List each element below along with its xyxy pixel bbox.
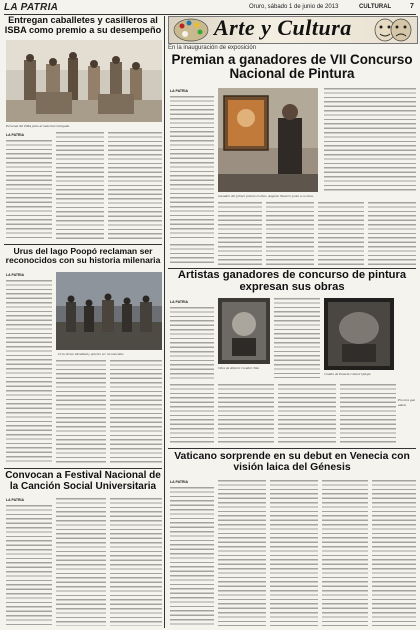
- right-story-3-body-col-2: [218, 480, 266, 626]
- right-divider-2: [168, 448, 416, 449]
- right-story-3-body-col-3: [270, 480, 318, 626]
- right-story-3-body-col-5: [372, 480, 416, 626]
- chavez-painting-photo: [324, 298, 394, 370]
- condori-painting-photo: [218, 298, 270, 364]
- winner-photo-caption: Ganador del primer premio en óleo, Augusto Navarro junto a su obra.: [218, 194, 314, 198]
- left-story-2-body-col-3: [110, 360, 162, 464]
- left-story-2-body-col-2: [56, 360, 106, 464]
- side-note: Pin tura gan adora: [398, 398, 416, 407]
- left-divider-2: [4, 468, 162, 469]
- right-story-1-body-col-2: [218, 202, 262, 266]
- dateline: Oruro, sábado 1 de junio de 2013: [249, 4, 339, 10]
- left-story-1-body-col-2: [56, 132, 104, 240]
- section-name: CULTURAL: [359, 4, 392, 10]
- winner-photo: [218, 88, 318, 192]
- masks-icon: [371, 17, 415, 43]
- right-story-1-body-col-3: [266, 202, 314, 266]
- right-story-1-body-col-1: [170, 96, 214, 240]
- winner-photo-image: [218, 88, 318, 192]
- left-story-3-tag: LA PATRIA: [6, 498, 25, 502]
- left-story-2: [4, 247, 162, 265]
- right-story-3-headline: Vaticano sorprende en su debut en Venecia con visión laica del Génesis: [174, 451, 410, 473]
- right-story-2-tag: LA PATRIA: [170, 300, 189, 304]
- left-story-3-body-col-1: [6, 505, 52, 626]
- right-story-2-body-row-col-4: [340, 384, 396, 444]
- chavez-painting-image: [324, 298, 394, 370]
- left-story-2-tag: LA PATRIA: [6, 273, 25, 277]
- left-story-1-tag: LA PATRIA: [6, 133, 25, 137]
- left-divider-1: [4, 244, 162, 245]
- right-story-1-body-col-right: [324, 88, 416, 192]
- right-story-2-body-col-2: [274, 298, 320, 378]
- left-story-1-headline: Entregan caballetes y casilleros al ISBA como premio a su desempeño: [4, 15, 162, 35]
- right-story-1-body-col-1b: [170, 244, 214, 266]
- page-number: 7: [410, 3, 414, 10]
- left-story-2-body-col-1: [6, 280, 52, 464]
- right-story-1-kicker: En la inauguración de exposición: [168, 45, 257, 51]
- right-story-3-body-col-1: [170, 487, 214, 626]
- right-story-1: [168, 53, 416, 81]
- right-story-2-body-row-col-3: [278, 384, 336, 444]
- center-divider: [164, 16, 165, 628]
- right-story-3-tag: LA PATRIA: [170, 480, 189, 484]
- right-story-2-body-row-col-1: [170, 384, 214, 444]
- left-story-1-body-col-3: [108, 132, 162, 240]
- left-story-1-body-col-1: [6, 140, 52, 240]
- urus-photo-caption: Urus tienen identidad y quieren ser reconocidos.: [58, 352, 125, 356]
- right-story-2: [168, 270, 416, 294]
- page-header: [4, 2, 416, 15]
- isba-photo: [6, 40, 162, 122]
- condori-painting-image: [218, 298, 270, 364]
- left-story-2-headline: Urus del lago Poopó reclaman ser reconocidos con su historia milenaria: [5, 246, 161, 266]
- isba-photo-caption: Personal del ISBA junto al material entregado.: [6, 124, 70, 128]
- urus-photo: [56, 272, 162, 350]
- left-story-3-body-col-3: [110, 498, 162, 626]
- left-story-3-body-col-2: [56, 498, 106, 626]
- arte-cultura-banner: [168, 16, 418, 44]
- right-story-3: [168, 452, 416, 474]
- chavez-painting-caption-text: Cuadro de Pamela Chávez Quispe: [324, 372, 371, 376]
- left-story-3-headline: Convocan a Festival Nacional de la Canción Social Universitaria: [5, 470, 161, 492]
- left-story-1: [4, 16, 162, 35]
- isba-photo-image: [6, 40, 162, 122]
- left-story-3: [4, 471, 162, 492]
- right-story-3-body-col-4: [322, 480, 368, 626]
- right-story-1-tag: LA PATRIA: [170, 89, 189, 93]
- right-story-2-body-row-col-2: [218, 384, 274, 444]
- right-story-1-body-col-5: [368, 202, 416, 266]
- right-story-2-headline: Artistas ganadores de concurso de pintura expresan sus obras: [177, 269, 407, 293]
- condori-painting-caption: Obra de Alberto Condori Tola: [218, 366, 260, 370]
- urus-photo-image: [56, 272, 162, 350]
- palette-icon: [171, 17, 211, 43]
- banner-title: Arte y Cultura: [214, 15, 352, 40]
- right-story-2-body-col-1: [170, 307, 214, 379]
- newspaper-logo: LA PATRIA: [4, 2, 59, 13]
- right-story-1-body-col-4: [318, 202, 364, 266]
- right-story-1-headline: Premian a ganadores de VII Concurso Nacional de Pintura: [171, 52, 413, 82]
